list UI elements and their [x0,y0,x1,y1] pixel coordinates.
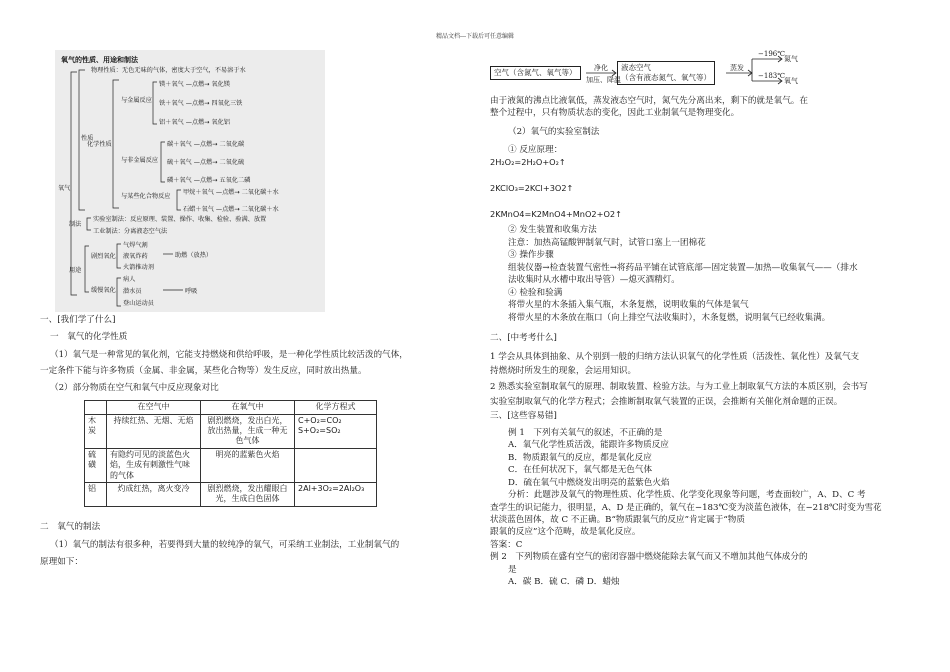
analysis-1a: 分析：此题涉及氧气的物理性质、化学性质、化学变化现象等问题，考查面较广，A、D、C 考 [508,490,866,501]
flow-box-liquid-air-l2: （含有液态氮气、氧气等） [621,72,711,82]
answer-1: 答案：C [490,539,523,550]
subheading-chem-props: 一 氧气的化学性质 [50,332,128,343]
phys-label: 物理性质：无色无味的气体，密度大于空气，不易溶于水 [91,67,246,74]
metal-item-3: 铝＋氧气 —点燃→ 氧化铝 [159,119,230,126]
subheading-apparatus: ② 发生装置和收集方法 [508,225,597,236]
use-a-label: 剧烈氧化 [91,253,116,260]
example-2-question-b: 是 [508,564,517,575]
note-cotton: 注意：加热高锰酸钾制氧气时，试管口塞上一团棉花 [508,237,706,248]
use-b-out: 呼吸 [185,288,198,295]
subheading-test: ④ 检验和验满 [508,287,563,298]
equation-2: 2KClO₃=2KCl+3O2↑ [490,182,574,193]
exam-point-2a: 2 熟悉实验室制取氧气的原理、制取装置、检验方法。与为工业上制取氧气方法的本质区别，会书写 [490,382,868,393]
table-cell-oxygen: 明亮的蓝紫色火焰 [201,448,295,482]
make-bracket [87,218,91,230]
flow-box-air: 空气（含氮气、氧气等） [490,66,581,80]
nonmetal-item-1: 碳＋氧气 —点燃→ 二氧化碳 [167,141,245,148]
use-b-label: 缓慢氧化 [91,287,116,294]
para-test-2: 将带火星的木条放在瓶口（向上排空气法收集时），木条复燃，说明氧气已经收集满。 [508,312,831,323]
left-text [40,314,460,568]
flow-out-oxygen: 氧气 [784,77,798,85]
metal-label: 与金属反应 [121,97,152,104]
analysis-1d: 跟氧的反应”这个范畴，故是氧化反应。 [490,527,641,538]
section-heading-mistakes: 三、[这些容易错] [490,411,557,422]
table-cell-eq: C+O₂=CO₂ S+O₂=SO₂ [295,414,377,448]
compound-item-1: 甲烷＋氧气 —点燃→ 二氧化碳＋水 [183,189,279,196]
table-cell-oxygen: 剧烈燃烧，发出白光，放出热量，生成一种无色气体 [201,414,295,448]
use-b-item-1: 病人 [123,276,136,283]
table-cell-name: 硫磺 [85,448,107,482]
table-cell-name: 木炭 [85,414,107,448]
analysis-1b: 查学生的识记能力，很明显，A、D 是正确的，氧气在−183℃变为淡蓝色液体，在−218℃时变为雪花 [490,502,882,513]
exam-point-1b: 持燃烧时所发生的现象，会运用知识。 [490,366,637,377]
use-a-item-1: 气焊气割 [123,242,148,249]
table-header [85,401,107,414]
use-a-out: 助燃（放热） [175,252,213,259]
flow-temp-oxygen: −183℃ [758,72,786,80]
table-row [85,483,377,507]
flow-box-liquid-air [617,61,715,85]
make-lab-label: 实验室制法：反应原理、装置、操作、收集、检验、验满、放置 [93,216,267,223]
example-1-question: 例 1 下列有关氧气的叙述，不正确的是 [508,427,663,438]
nonmetal-label: 与非金属反应 [121,157,159,164]
example-1-option-a: A．氧气化学性质活泼，能跟许多物质反应 [508,440,669,451]
para-test-1: 将带火星的木条插入集气瓶，木条复燃，说明收集的气体是氧气 [508,300,749,311]
industrial-flow-diagram [490,47,920,89]
table-header: 在氧气中 [201,401,295,414]
section-heading-exam: 二、[中考考什么] [490,333,557,344]
subheading-steps: ③ 操作步骤 [508,250,554,261]
para-3b: 原理如下： [40,556,83,567]
flow-out-nitrogen: 氮气 [784,55,798,63]
para-1b: 一定条件下能与许多物质（金属、非金属，某些化合物等）发生反应，同时放出热量。 [40,366,367,377]
use-bracket [85,246,89,292]
compound-item-2: 石蜡＋氧气 —点燃→ 二氧化碳＋水 [183,206,279,213]
flow-step-pressure: 加压、降温 [586,76,621,84]
nonmetal-item-3: 磷＋氧气 —点燃→ 五氧化二磷 [167,177,251,184]
table-cell-air: 持续红热、无烟、无焰 [107,414,201,448]
make-label: 制法 [69,221,82,228]
flow-step-purify: 净化 [594,64,608,72]
example-1-option-b: B．物质跟氧气的反应，都是氧化反应 [508,452,652,463]
flow-step-evaporate: 蒸发 [730,64,744,72]
metal-item-2: 铁＋氧气 —点燃→ 四氧化三铁 [159,100,243,107]
table-cell-eq [295,448,377,482]
equation-3: 2KMnO4=K2MnO4+MnO2+O2↑ [490,208,622,219]
table-header: 化学方程式 [295,401,377,414]
right-column [490,44,920,589]
prop-label: 性质 [81,135,94,142]
section-heading-learned: 一、[我们学了什么] [40,315,116,325]
subheading-principle: ① 反应原理： [508,145,563,156]
table-cell-name: 铝 [85,483,107,507]
mindmap-svg [55,50,325,312]
use-b-item-3: 登山运动员 [123,300,154,307]
subheading-lab-method: （2）氧气的实验室制法 [508,126,600,137]
use-label: 用途 [69,267,82,274]
para-r1a: 由于液氮的沸点比液氧低，蒸发液态空气时，氮气先分离出来，剩下的就是氧气。在 [490,96,808,106]
nonmetal-bracket [161,142,165,182]
example-1-option-c: C．在任何状况下，氧气都是无色气体 [508,465,653,476]
nonmetal-item-2: 硫＋氧气 —点燃→ 二氧化硫 [167,159,245,166]
table-row [85,448,377,482]
equation-1: 2H₂O₂=2H₂O+O₂↑ [490,156,566,167]
table-header: 在空气中 [107,401,201,414]
para-r1b: 整个过程中，只有物质状态的变化，因此工业制氧气是物理变化。 [490,108,740,119]
make-ind-label: 工业制法：分离液态空气法 [93,228,168,235]
use-a-item-3: 火箭推动剂 [123,264,154,271]
exam-point-1a: 1 学会从具体到抽象、从个别到一般的归纳方法认识氧气的化学性质（活泼性、氧化性）及氧气支 [490,351,860,362]
table-cell-air: 有隐约可见的淡蓝色火焰，生成有刺激性气味的气体 [107,448,201,482]
compound-bracket [177,190,181,210]
metal-bracket [153,82,157,124]
flow-box-liquid-air-l1: 液态空气 [621,63,651,72]
use-a-bracket [117,244,121,268]
example-2-options: A．碳 B．硫 C．磷 D．蜡烛 [508,577,620,588]
para-3a: （1）氧气的制法有很多种，若要得到大量的较纯净的氧气，可采纳工业制法，工业制氧气的 [50,540,400,551]
use-b-item-2: 潜水员 [123,288,142,295]
mindmap-root: 氧气 [58,185,71,192]
table-row [85,414,377,448]
para-steps-a: 组装仪器→检查装置气密性→将药品平铺在试管底部—固定装置—加热—收集氧气——（排水 [508,262,858,273]
chem-bracket [113,80,119,208]
table-header-row [85,401,377,414]
para-steps-b: 法收集时从水槽中取出导管）—熄灭酒精灯。 [508,275,680,286]
analysis-1c: 状淡蓝色固体，故 C 不正确。B“物质跟氧气的反应”肯定属于“物质 [490,515,745,525]
exam-point-2b: 实验室制取氧气的化学方程式；会推断制取氧气装置的正误，会推断有关催化剂命题的正误。 [490,396,843,407]
table-cell-air: 灼成红热，离火变冷 [107,483,201,507]
para-1a: （1）氧气是一种常见的氧化剂，它能支持燃烧和供给呼吸，是一种化学性质比较活泼的气体， [50,349,408,360]
chem-label: 化学性质 [87,141,112,148]
table-cell-oxygen: 剧烈燃烧，发出耀眼白光，生成白色固体 [201,483,295,507]
page-header: 精品文档---下载后可任意编辑 [435,33,515,40]
comparison-table [84,400,377,507]
use-a-item-2: 液氧炸药 [123,253,148,260]
example-2-question-a: 例 2 下列物质在盛有空气的密闭容器中燃烧能除去氧气而又不增加其他气体成分的 [490,552,808,563]
table-cell-eq: 2Al+3O₂=2Al₂O₃ [295,483,377,507]
root-bracket [71,72,77,295]
example-1-option-d: D．硫在氧气中燃烧发出明亮的蓝紫色火焰 [508,477,670,488]
metal-item-1: 镁＋氧气 —点燃→ 氧化镁 [159,81,230,88]
compound-label: 与某些化合物反应 [121,193,171,200]
mindmap-title: 氧气的性质、用途和制法 [61,56,138,64]
para-2: （2）部分物质在空气和氧气中反应现象对比 [50,382,219,393]
section-heading-preparation: 二 氧气的制法 [40,521,101,532]
flow-temp-nitrogen: −196℃ [758,50,786,58]
use-b-bracket [117,278,121,306]
mindmap-figure [55,50,325,312]
